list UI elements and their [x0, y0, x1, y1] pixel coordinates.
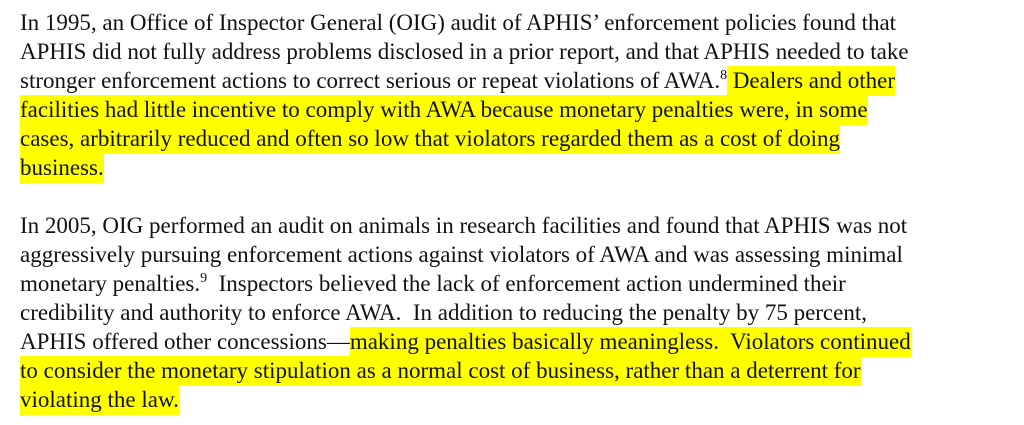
highlighted-text: cases, arbitrarily reduced and often so low that violators regarded them as a cost of doing [20, 124, 840, 154]
paragraph-spacer [20, 182, 1010, 211]
line-text: In 2005, OIG performed an audit on animals in research facilities and found that APHIS was not [20, 213, 908, 238]
paragraph-2005-audit [20, 211, 1010, 414]
highlighted-text: making penalties basically meaningless. Violators continued [350, 327, 911, 357]
line-text: APHIS offered other concessions— [20, 329, 350, 354]
paragraph-line [20, 153, 1010, 182]
highlighted-text: to consider the monetary stipulation as a normal cost of business, rather than a deterrent for [20, 356, 861, 386]
paragraph-line [20, 269, 1010, 298]
line-text: stronger enforcement actions to correct serious or repeat violations of AWA. [20, 68, 721, 93]
line-text: aggressively pursuing enforcement actions against violators of AWA and was assessing minimal [20, 242, 903, 267]
line-text: In 1995, an Office of Inspector General (OIG) audit of APHIS’ enforcement policies found that [20, 10, 897, 35]
line-text: APHIS did not fully address problems disclosed in a prior report, and that APHIS needed to take [20, 39, 909, 64]
highlighted-text: facilities had little incentive to comply with AWA because monetary penalties were, in some [20, 95, 868, 125]
paragraph-line [20, 298, 1010, 327]
paragraph-line [20, 211, 1010, 240]
footnote-reference-8[interactable]: 8 [720, 68, 728, 83]
paragraph-line [20, 356, 1010, 385]
paragraph-line [20, 124, 1010, 153]
paragraph-line [20, 240, 1010, 269]
footnote-reference-9[interactable]: 9 [200, 271, 208, 286]
paragraph-1995-audit [20, 8, 1010, 182]
paragraph-line [20, 66, 1010, 95]
paragraph-line [20, 95, 1010, 124]
line-text: monetary penalties. [20, 271, 201, 296]
document-page [20, 8, 1010, 414]
highlighted-text: business. [20, 153, 104, 183]
paragraph-line [20, 327, 1010, 356]
paragraph-line [20, 385, 1010, 414]
line-text: Inspectors believed the lack of enforcement action undermined their [207, 271, 846, 296]
highlighted-text: Dealers and other [727, 66, 895, 96]
paragraph-line [20, 37, 1010, 66]
line-text: credibility and authority to enforce AWA. In addition to reducing the penalty by 75 percent, [20, 300, 867, 325]
paragraph-line [20, 8, 1010, 37]
highlighted-text: violating the law. [20, 385, 179, 415]
